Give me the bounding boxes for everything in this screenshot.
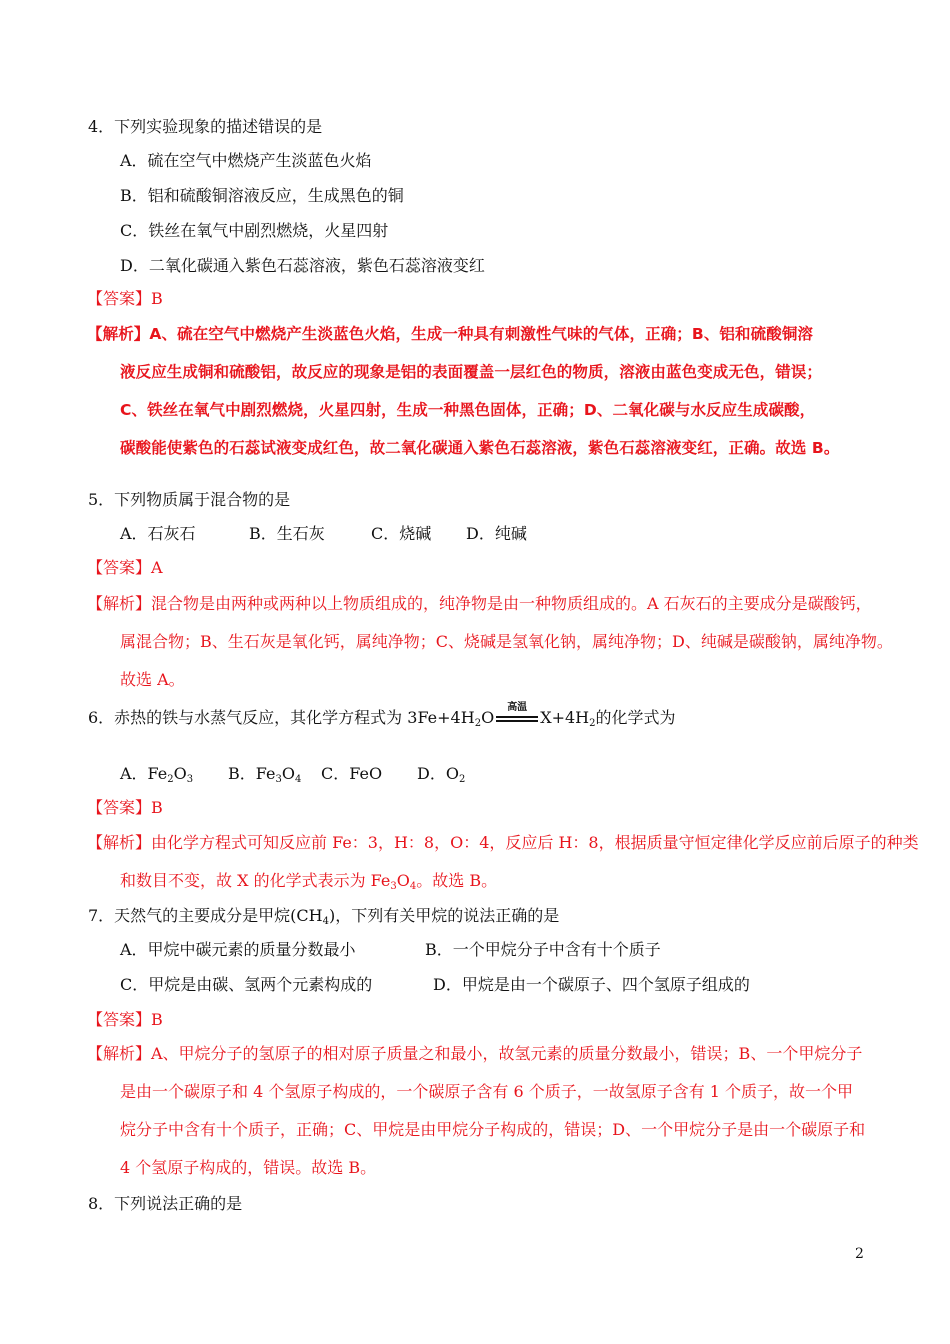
q6-option-a-text: A．Fe	[120, 764, 168, 783]
q6-option-b-text: B．Fe	[228, 764, 276, 783]
q4-option-b: B．铝和硫酸铜溶液反应，生成黑色的铜	[120, 186, 404, 205]
q6-option-a	[120, 763, 193, 785]
q6-analysis-line-2	[120, 870, 497, 892]
q6-answer: 【答案】B	[87, 798, 163, 817]
q8-stem: 8．下列说法正确的是	[88, 1194, 243, 1213]
q4-answer: 【答案】B	[87, 289, 163, 308]
q6-analysis-mid: O	[396, 871, 410, 890]
q7-option-c: C．甲烷是由碳、氢两个元素构成的	[120, 975, 373, 994]
q7-stem-sub: 4	[322, 916, 329, 927]
q5-stem: 5．下列物质属于混合物的是	[88, 490, 291, 509]
q4-analysis-line-3: C、铁丝在氧气中剧烈燃烧，火星四射，生成一种黑色固体，正确；D、二氧化碳与水反应生成碳酸，	[120, 401, 816, 419]
q4-stem: 4．下列实验现象的描述错误的是	[88, 117, 323, 136]
q7-stem-post: )，下列有关甲烷的说法正确的是	[329, 906, 560, 925]
q6-stem-sub2: 2	[589, 718, 596, 729]
q5-analysis-line-1: 【解析】混合物是由两种或两种以上物质组成的，纯净物是由一种物质组成的。A 石灰石的主要成分是碳酸钙，	[87, 594, 872, 613]
q7-analysis-line-4: 4 个氢原子构成的，错误。故选 B。	[120, 1158, 377, 1177]
page-number: 2	[855, 1246, 864, 1262]
q6-analysis-line-1: 【解析】由化学方程式可知反应前 Fe：3，H：8，O：4，反应后 H：8，根据质量守恒定律化学反应前后原子的种类	[87, 833, 919, 852]
reaction-condition-arrow	[496, 702, 538, 729]
equal-sign-top	[496, 716, 538, 718]
q7-option-a: A．甲烷中碳元素的质量分数最小	[120, 940, 356, 959]
q6-option-a-mid: O	[173, 764, 187, 783]
q4-option-c: C．铁丝在氧气中剧烈燃烧，火星四射	[120, 221, 389, 240]
q6-option-a-sub1: 2	[167, 774, 174, 785]
q4-option-d: D．二氧化碳通入紫色石蕊溶液，紫色石蕊溶液变红	[120, 256, 485, 275]
q5-analysis-line-3: 故选 A。	[120, 670, 185, 689]
q5-option-d: D．纯碱	[466, 524, 527, 543]
q6-option-b-sub1: 3	[275, 774, 282, 785]
q4-analysis-line-4: 碳酸能使紫色的石蕊试液变成红色，故二氧化碳通入紫色石蕊溶液，紫色石蕊溶液变红，正确。故选 B。	[120, 439, 840, 457]
q6-option-b-mid: O	[281, 764, 295, 783]
q6-analysis-sub1: 3	[390, 881, 397, 892]
reaction-condition: 高温	[507, 702, 528, 713]
q4-analysis-line-1: 【解析】A、硫在空气中燃烧产生淡蓝色火焰，生成一种具有刺激性气味的气体，正确；B、铝和硫酸铜溶	[87, 325, 814, 343]
q6-stem-post: X+4H	[540, 708, 590, 727]
q6-option-d	[417, 763, 465, 785]
q4-option-a: A．硫在空气中燃烧产生淡蓝色火焰	[120, 151, 372, 170]
q5-answer: 【答案】A	[87, 558, 163, 577]
q7-option-b: B．一个甲烷分子中含有十个质子	[425, 940, 661, 959]
q6-option-d-text: D．O	[417, 764, 459, 783]
q6-option-c	[321, 763, 382, 785]
q6-option-b-sub2: 4	[294, 774, 302, 785]
q6-stem-mid: O	[481, 708, 495, 727]
q7-analysis-line-1: 【解析】A、甲烷分子的氢原子的相对原子质量之和最小，故氢元素的质量分数最小，错误；B、一个甲烷分子	[87, 1044, 863, 1063]
q6-stem-end: 的化学式为	[595, 708, 676, 727]
q4-analysis-line-2: 液反应生成铜和硫酸铝，故反应的现象是铝的表面覆盖一层红色的物质，溶液由蓝色变成无色，错误；	[120, 363, 823, 381]
q6-analysis-line-2-text: 和数目不变，故 X 的化学式表示为 Fe	[120, 871, 391, 890]
q7-answer: 【答案】B	[87, 1010, 163, 1029]
q5-option-c: C．烧碱	[371, 524, 432, 543]
q6-stem-sub1: 2	[474, 718, 482, 729]
equal-sign-bottom	[496, 720, 538, 722]
q6-option-a-sub2: 3	[186, 774, 194, 785]
q6-analysis-end: 。故选 B。	[416, 871, 498, 890]
q7-analysis-line-3: 烷分子中含有十个质子，正确；C、甲烷是由甲烷分子构成的，错误；D、一个甲烷分子是由一个碳原子和	[120, 1120, 866, 1139]
q7-stem-pre: 7．天然气的主要成分是甲烷(CH	[88, 906, 323, 925]
q7-stem	[88, 905, 559, 927]
q6-stem-pre: 6．赤热的铁与水蒸气反应，其化学方程式为 3Fe+4H	[88, 708, 475, 727]
q6-option-c-text: C．FeO	[321, 764, 383, 783]
q6-option-b	[228, 763, 301, 785]
q6-stem	[88, 702, 676, 729]
q5-option-a: A．石灰石	[120, 524, 196, 543]
q5-analysis-line-2: 属混合物；B、生石灰是氧化钙，属纯净物；C、烧碱是氢氧化钠，属纯净物；D、纯碱是碳酸钠，属纯净物。	[120, 632, 893, 651]
q7-option-d: D．甲烷是由一个碳原子、四个氢原子组成的	[433, 975, 750, 994]
q6-option-d-sub1: 2	[458, 774, 466, 785]
q7-analysis-line-2: 是由一个碳原子和 4 个氢原子构成的，一个碳原子含有 6 个质子，一故氢原子含有 1 个质子，故一个甲	[120, 1082, 854, 1101]
q5-option-b: B．生石灰	[249, 524, 325, 543]
q6-analysis-sub2: 4	[409, 881, 417, 892]
